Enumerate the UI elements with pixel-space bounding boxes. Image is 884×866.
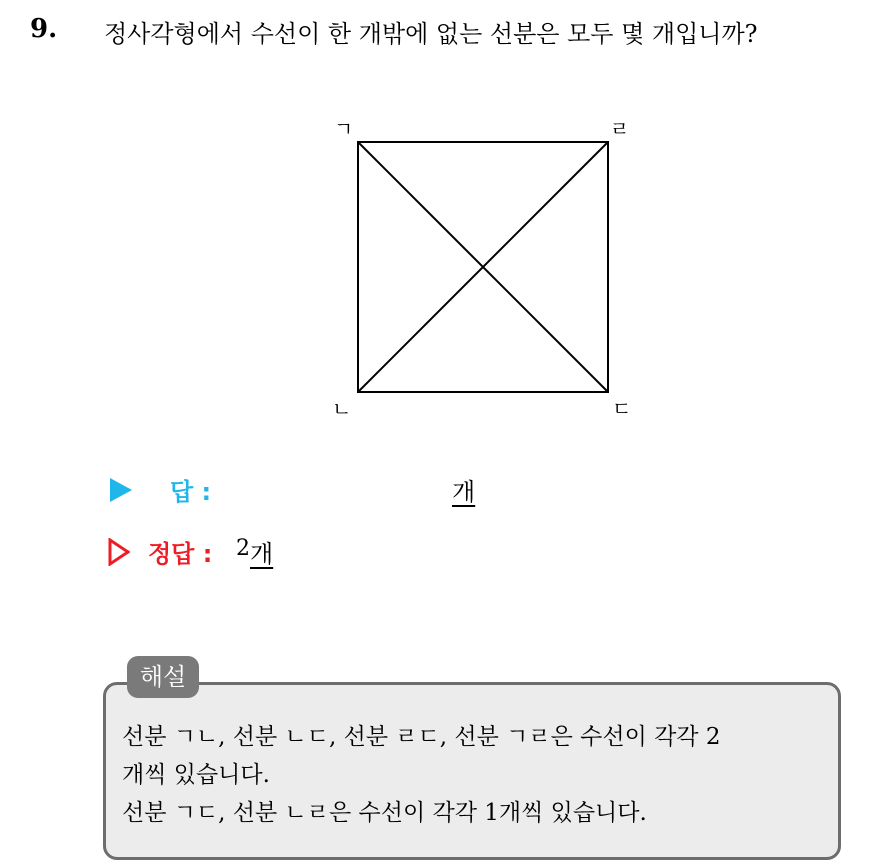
question-number: 9.: [30, 14, 58, 44]
question-text: 정사각형에서 수선이 한 개밖에 없는 선분은 모두 몇 개입니까?: [104, 20, 758, 48]
correct-answer-label: 정답 :: [148, 540, 213, 568]
explanation-line-1: 선분 ㄱㄴ, 선분 ㄴㄷ, 선분 ㄹㄷ, 선분 ㄱㄹ은 수선이 각각 2: [122, 724, 721, 750]
explanation-tab: 해설: [127, 656, 199, 698]
square-figure: [320, 108, 640, 428]
explanation-line-3: 선분 ㄱㄷ, 선분 ㄴㄹ은 수선이 각각 1개씩 있습니다.: [122, 800, 647, 826]
answer-label: 답 :: [170, 478, 212, 506]
correct-answer-value: 2: [236, 536, 250, 561]
explanation-line-2: 개씩 있습니다.: [122, 762, 270, 788]
correct-answer-unit: 개: [250, 540, 274, 568]
outline-triangle-icon: [108, 538, 130, 566]
answer-row: [110, 470, 530, 510]
vertex-label-bottom-right: ㄷ: [612, 397, 632, 421]
vertex-label-top-right: ㄹ: [610, 117, 630, 141]
correct-answer-row: [108, 532, 408, 572]
answer-unit: 개: [452, 478, 476, 506]
vertex-label-top-left: ㄱ: [334, 117, 354, 141]
vertex-label-bottom-left: ㄴ: [332, 397, 352, 421]
play-triangle-icon: [110, 478, 132, 502]
